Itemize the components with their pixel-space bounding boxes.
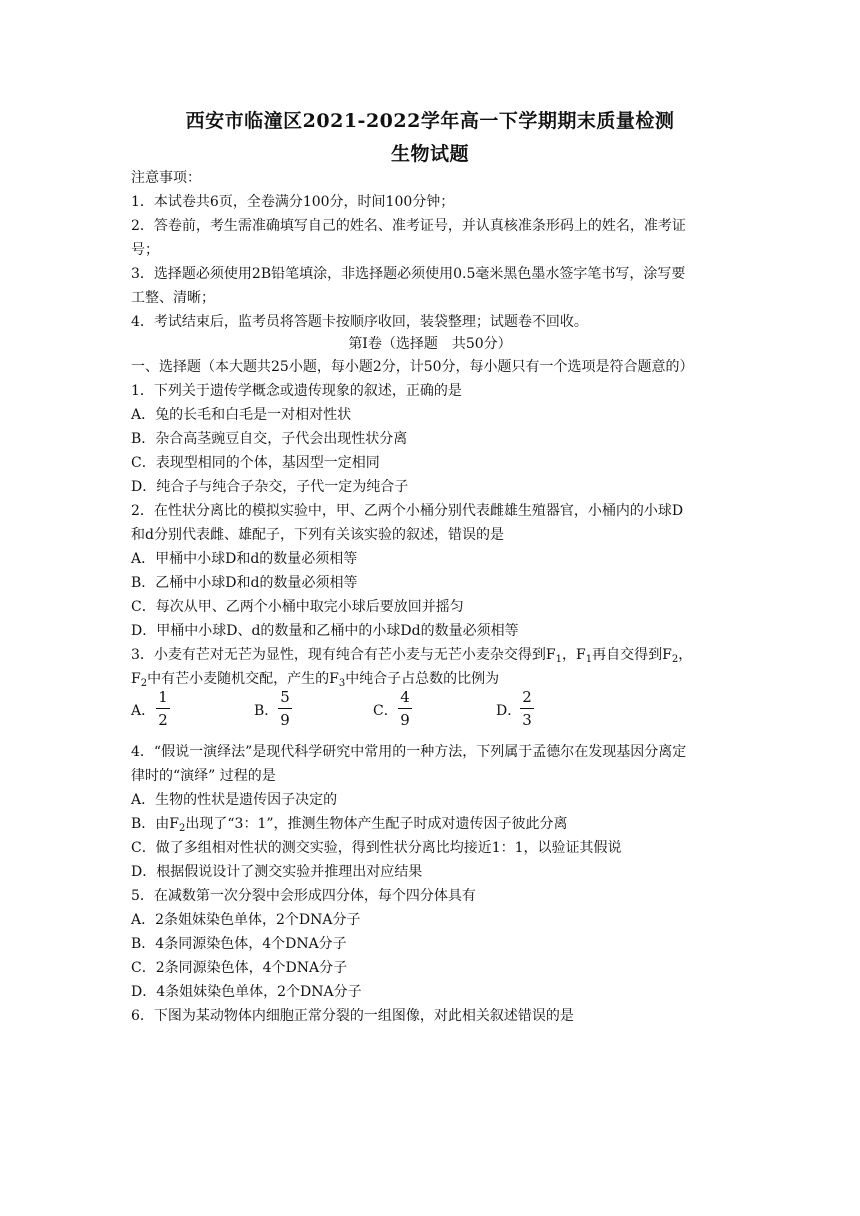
question-5-option-a: A．2条姐妹染色单体，2个DNA分子 bbox=[131, 912, 361, 928]
question-3-option-b-fraction: 5 9 bbox=[278, 688, 292, 729]
question-4-stem-cont: 律时的“演绎” 过程的是 bbox=[131, 768, 276, 784]
notice-item: 3．选择题必须使用2B铅笔填涂，非选择题必须使用0.5毫米黑色墨水签字笔书写，涂写要 bbox=[131, 266, 686, 282]
question-5-option-c: C．2条同源染色体，4个DNA分子 bbox=[131, 960, 348, 976]
question-3-option-d-label: D． bbox=[496, 703, 522, 719]
question-2-stem-cont: 和d分别代表雌、雄配子，下列有关该实验的叙述，错误的是 bbox=[131, 527, 504, 543]
section-intro: 一、选择题（本大题共25小题，每小题2分，计50分，每小题只有一个选项是符合题意的） bbox=[131, 359, 694, 375]
question-1-option-b: B．杂合高茎豌豆自交，子代会出现性状分离 bbox=[131, 431, 408, 447]
question-3-option-a-fraction: 1 2 bbox=[156, 688, 170, 729]
question-4-option-d: D．根据假说设计了测交实验并推理出对应结果 bbox=[131, 864, 423, 880]
question-2-option-c: C．每次从甲、乙两个小桶中取完小球后要放回并摇匀 bbox=[131, 599, 464, 615]
question-2-option-a: A．甲桶中小球D和d的数量必须相等 bbox=[131, 551, 358, 567]
question-3-option-a-label: A． bbox=[131, 703, 156, 719]
notice-item: 1．本试卷共6页，全卷满分100分，时间100分钟； bbox=[131, 194, 455, 210]
notice-item: 4．考试结束后，监考员将答题卡按顺序收回，装袋整理；试题卷不回收。 bbox=[131, 314, 588, 330]
exam-subtitle: 生物试题 bbox=[390, 143, 469, 165]
question-2-stem: 2．在性状分离比的模拟实验中，甲、乙两个小桶分别代表雌雄生殖器官，小桶内的小球D bbox=[131, 503, 684, 519]
question-5-stem: 5．在减数第一次分裂中会形成四分体，每个四分体具有 bbox=[131, 888, 476, 904]
question-4-stem: 4．“假说一演绎法”是现代科学研究中常用的一种方法，下列属于孟德尔在发现基因分离定 bbox=[131, 744, 687, 760]
question-5-option-b: B．4条同源染色体，4个DNA分子 bbox=[131, 936, 347, 952]
notice-item: 工整、清晰； bbox=[131, 290, 215, 306]
question-2-option-b: B．乙桶中小球D和d的数量必须相等 bbox=[131, 575, 358, 591]
question-4-option-a: A．生物的性状是遗传因子决定的 bbox=[131, 792, 338, 808]
notice-item: 号； bbox=[131, 242, 159, 258]
question-3-option-c-label: C． bbox=[373, 703, 398, 719]
question-2-option-d: D．甲桶中小球D、d的数量和乙桶中的小球Dd的数量必须相等 bbox=[131, 623, 519, 639]
question-3-option-d-fraction: 2 3 bbox=[520, 688, 534, 729]
question-4-option-c: C．做了多组相对性状的测交实验，得到性状分离比均接近1：1，以验证其假说 bbox=[131, 840, 622, 856]
notice-heading: 注意事项： bbox=[131, 170, 201, 186]
question-1-option-c: C．表现型相同的个体，基因型一定相同 bbox=[131, 455, 380, 471]
question-3-option-c-fraction: 4 9 bbox=[398, 688, 412, 729]
question-3-stem: 3．小麦有芒对无芒为显性，现有纯合有芒小麦与无芒小麦杂交得到$F_1$，$F_1$再自交得到$F_2$， bbox=[131, 647, 693, 665]
notice-item: 2．答卷前，考生需准确填写自己的姓名、准考证号，并认真核准条形码上的姓名，准考证 bbox=[131, 218, 686, 234]
question-1-option-a: A．兔的长毛和白毛是一对相对性状 bbox=[131, 407, 352, 423]
question-1-stem: 1．下列关于遗传学概念或遗传现象的叙述，正确的是 bbox=[131, 383, 462, 399]
question-6-stem: 6．下图为某动物体内细胞正常分裂的一组图像，对此相关叙述错误的是 bbox=[131, 1008, 574, 1024]
question-5-option-d: D．4条姐妹染色单体，2个DNA分子 bbox=[131, 984, 362, 1000]
question-1-option-d: D．纯合子与纯合子杂交，子代一定为纯合子 bbox=[131, 479, 409, 495]
question-3-stem-cont: $F_2$中有芒小麦随机交配，产生的$F_3$中纯合子占总数的比例为 bbox=[131, 671, 500, 689]
exam-title: 西安市临潼区2021-2022学年高一下学期期末质量检测 bbox=[185, 110, 675, 132]
section-title: 第Ⅰ卷（选择题 共50分） bbox=[348, 336, 512, 352]
question-4-option-b: B．由$F_2$出现了“3：1”，推测生物体产生配子时成对遗传因子彼此分离 bbox=[131, 816, 568, 834]
question-3-option-b-label: B． bbox=[254, 703, 279, 719]
